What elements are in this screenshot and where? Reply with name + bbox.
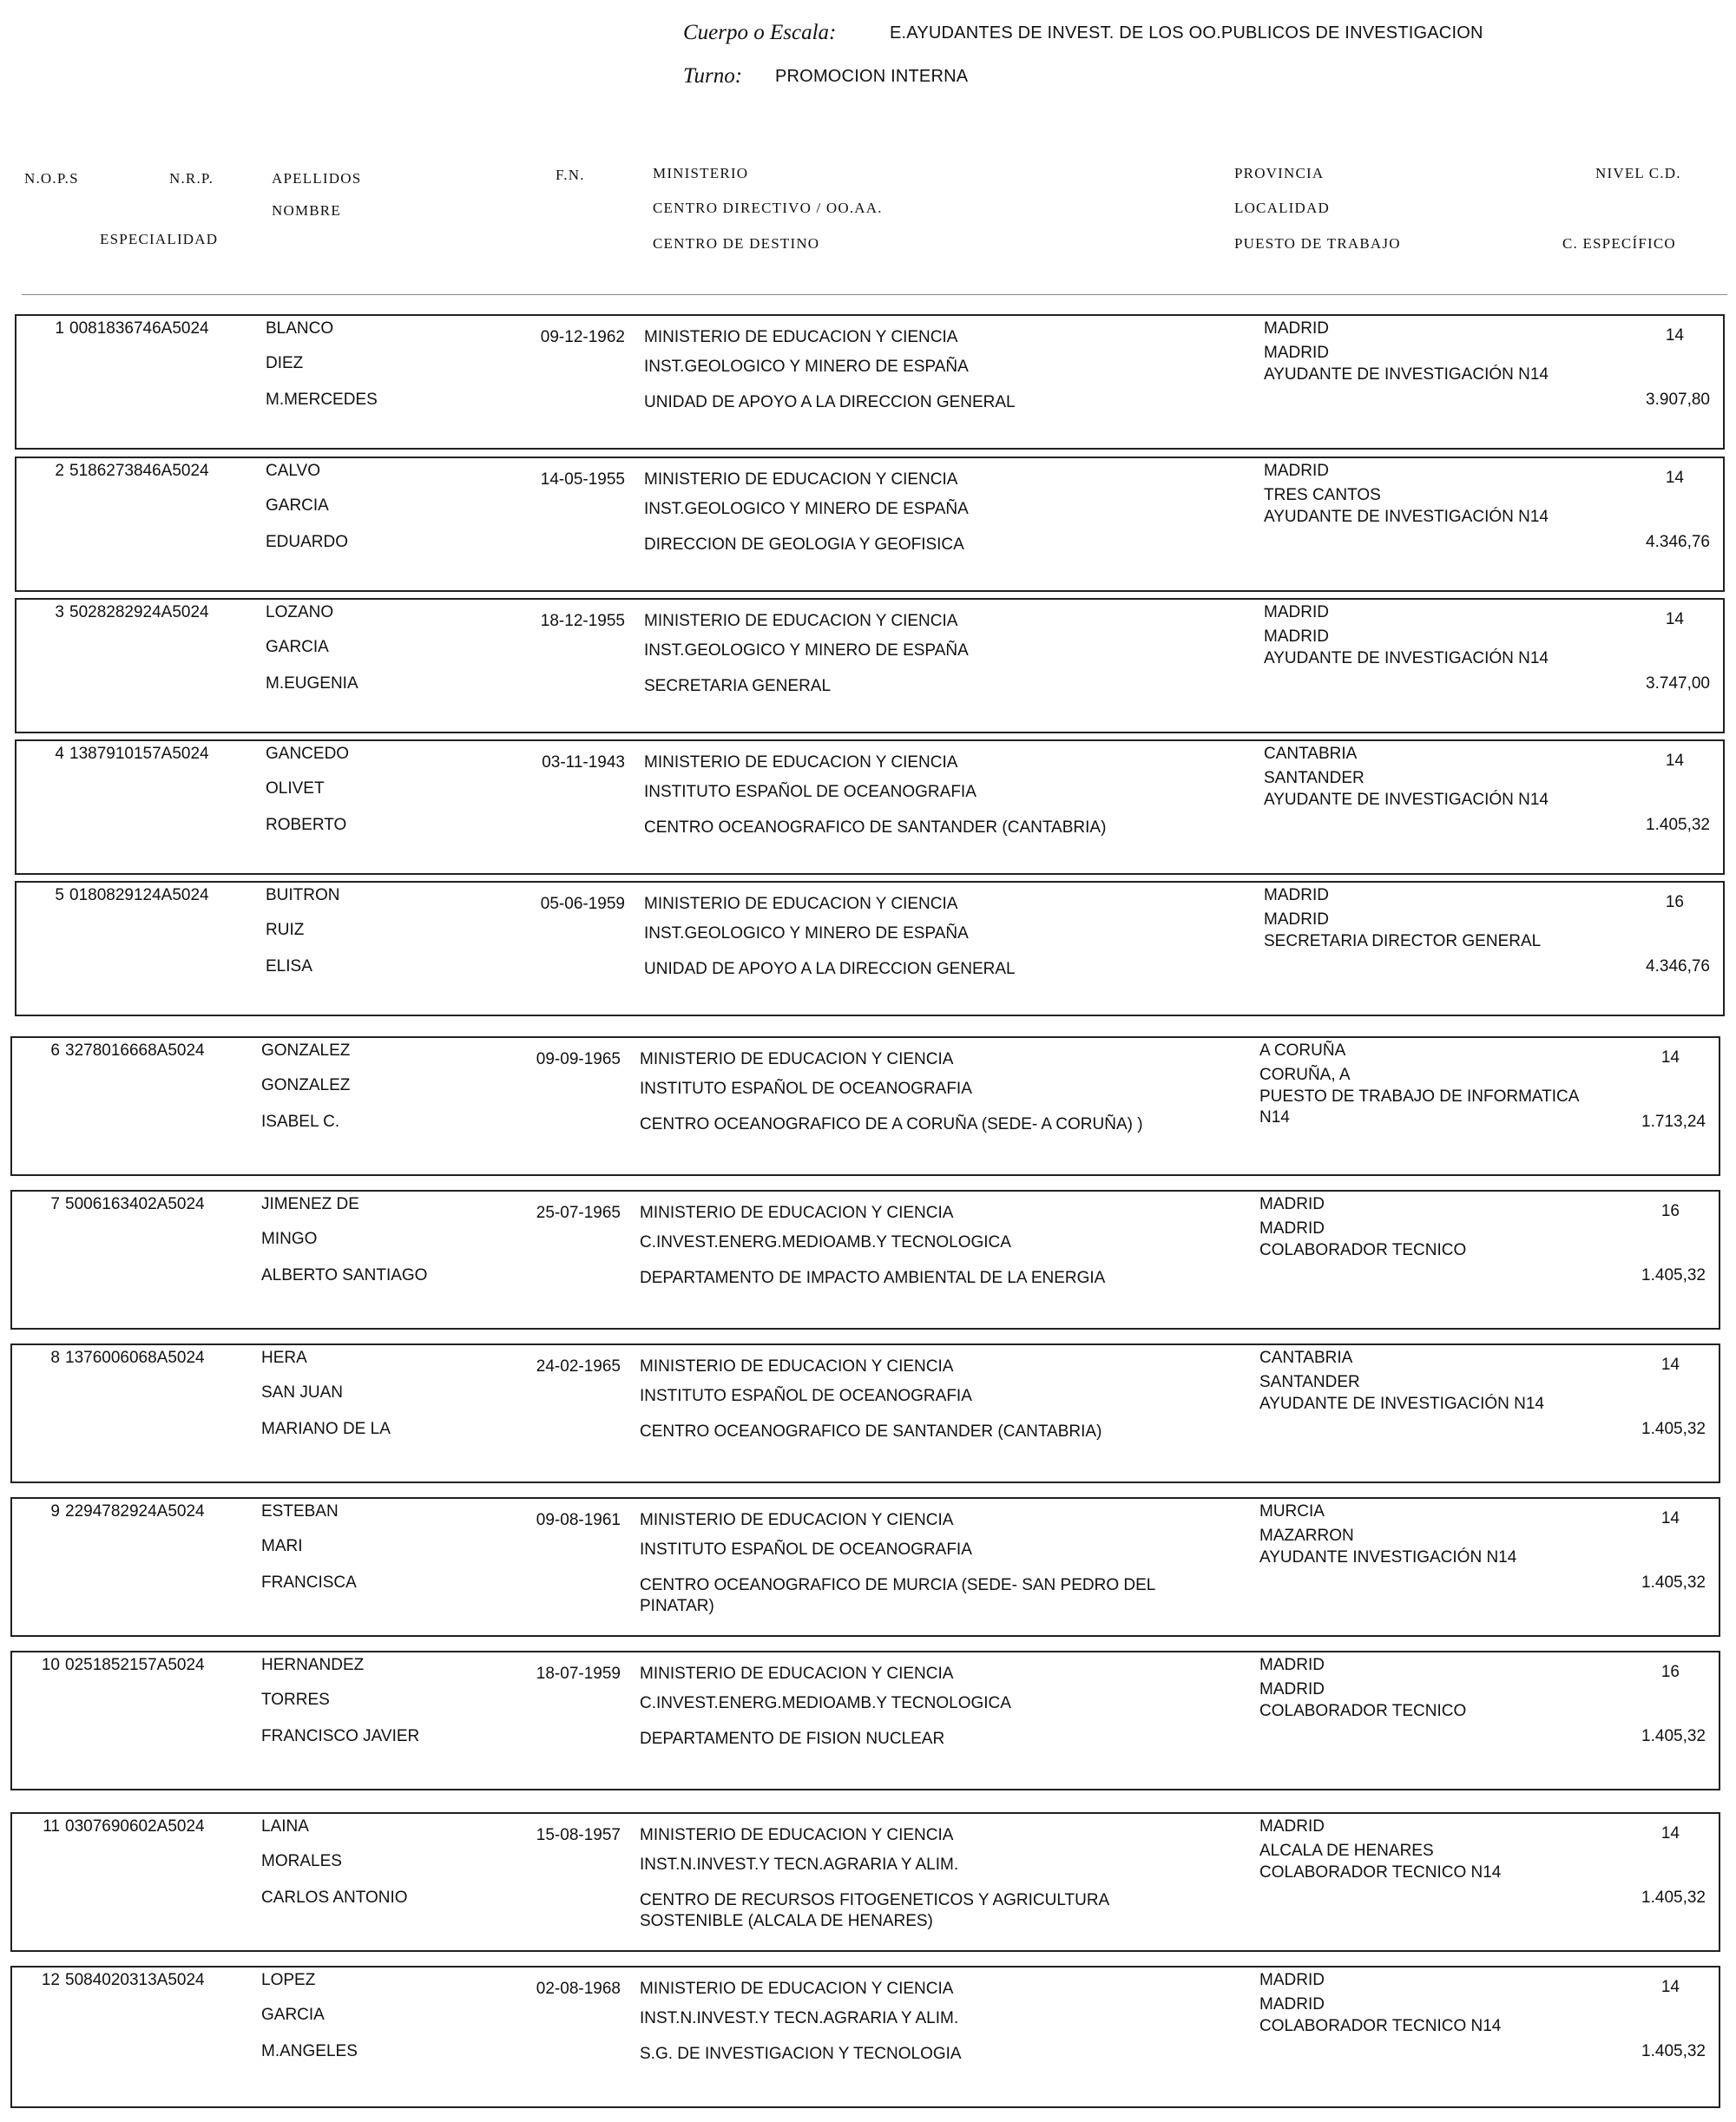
record-fecha-nacimiento: 09-12-1962 <box>540 328 625 346</box>
record-nombre: ELISA <box>266 957 312 976</box>
record-number: 5 <box>55 886 64 904</box>
record-puesto: AYUDANTE DE INVESTIGACIÓN N14 <box>1264 791 1549 809</box>
col-especifico: C. ESPECÍFICO <box>1562 235 1676 252</box>
record-nrp: 5084020313A5024 <box>65 1971 205 1989</box>
record-fecha-nacimiento: 18-12-1955 <box>540 612 625 630</box>
record-nombre: FRANCISCO JAVIER <box>261 1727 420 1745</box>
record-localidad: TRES CANTOS <box>1264 486 1381 504</box>
record-provincia: MADRID <box>1264 319 1329 338</box>
record-number: 8 <box>50 1349 60 1367</box>
record-especifico: 1.405,32 <box>1641 2042 1706 2060</box>
record-apellido-1: ESTEBAN <box>261 1502 339 1521</box>
record-especifico: 3.907,80 <box>1646 391 1710 409</box>
record-centro-directivo: C.INVEST.ENERG.MEDIOAMB.Y TECNOLOGICA <box>640 1694 1011 1712</box>
record-ministerio: MINISTERIO DE EDUCACION Y CIENCIA <box>644 612 958 630</box>
record-apellido-1: LAINA <box>261 1817 309 1836</box>
record-especifico: 3.747,00 <box>1646 674 1710 693</box>
record-ministerio: MINISTERIO DE EDUCACION Y CIENCIA <box>640 1357 954 1376</box>
record-nivel: 14 <box>1660 1356 1680 1374</box>
record-ministerio: MINISTERIO DE EDUCACION Y CIENCIA <box>640 1204 954 1222</box>
record-ministerio: MINISTERIO DE EDUCACION Y CIENCIA <box>644 470 958 489</box>
record-centro-directivo: INST.N.INVEST.Y TECN.AGRARIA Y ALIM. <box>640 2009 959 2027</box>
record-nombre: ISABEL C. <box>261 1113 340 1131</box>
col-provincia: PROVINCIA <box>1234 165 1325 181</box>
record-fecha-nacimiento: 15-08-1957 <box>536 1826 621 1844</box>
record-nrp: 5006163402A5024 <box>65 1195 205 1213</box>
record-especifico: 1.405,32 <box>1646 816 1710 834</box>
record-especifico: 1.405,32 <box>1641 1266 1706 1284</box>
record-centro-destino: UNIDAD DE APOYO A LA DIRECCION GENERAL <box>644 960 1016 978</box>
record-apellido-2: TORRES <box>261 1691 330 1709</box>
record-puesto: AYUDANTE INVESTIGACIÓN N14 <box>1259 1548 1517 1567</box>
cuerpo-value: E.AYUDANTES DE INVEST. DE LOS OO.PUBLICOS DE INVESTIGACION <box>890 23 1483 43</box>
record-puesto: AYUDANTE DE INVESTIGACIÓN N14 <box>1264 365 1549 384</box>
record-number: 7 <box>50 1195 60 1213</box>
record-ministerio: MINISTERIO DE EDUCACION Y CIENCIA <box>640 1826 954 1844</box>
turno-label: Turno: <box>683 64 743 88</box>
cuerpo-label: Cuerpo o Escala: <box>683 21 837 44</box>
record-number: 1 <box>55 319 64 338</box>
record-centro-directivo: INST.GEOLOGICO Y MINERO DE ESPAÑA <box>644 924 969 943</box>
record-nivel: 14 <box>1665 752 1684 770</box>
record-apellido-1: GONZALEZ <box>261 1041 351 1060</box>
record-apellido-1: BLANCO <box>266 319 334 338</box>
record-puesto: COLABORADOR TECNICO <box>1259 1702 1467 1720</box>
col-nops: N.O.P.S <box>24 170 79 187</box>
record-localidad: MADRID <box>1259 1680 1325 1698</box>
record-centro-directivo: INSTITUTO ESPAÑOL DE OCEANOGRAFIA <box>640 1387 972 1405</box>
col-localidad: LOCALIDAD <box>1234 200 1330 216</box>
col-nombre: NOMBRE <box>272 202 341 219</box>
record-nrp: 1387910157A5024 <box>69 745 209 763</box>
record-especifico: 1.713,24 <box>1641 1113 1706 1131</box>
record-apellido-2: GARCIA <box>266 496 329 515</box>
record-provincia: A CORUÑA <box>1259 1041 1346 1060</box>
turno-value: PROMOCION INTERNA <box>775 67 969 86</box>
record-provincia: MADRID <box>1264 886 1329 904</box>
record-especifico: 4.346,76 <box>1646 957 1710 976</box>
record-nrp: 0081836746A5024 <box>69 319 209 338</box>
record-ministerio: MINISTERIO DE EDUCACION Y CIENCIA <box>644 328 958 346</box>
document-header <box>0 0 1736 295</box>
record-nombre: ALBERTO SANTIAGO <box>261 1266 428 1284</box>
col-nivel: NIVEL C.D. <box>1595 165 1681 181</box>
record-centro-destino: DEPARTAMENTO DE IMPACTO AMBIENTAL DE LA ENERGIA <box>640 1269 1106 1287</box>
record-nrp: 5186273846A5024 <box>69 462 209 480</box>
record-provincia: MADRID <box>1264 462 1329 480</box>
record-nivel: 14 <box>1660 1978 1680 1996</box>
record-centro-destino: SECRETARIA GENERAL <box>644 677 832 695</box>
record-ministerio: MINISTERIO DE EDUCACION Y CIENCIA <box>640 1511 954 1529</box>
record-centro-destino: UNIDAD DE APOYO A LA DIRECCION GENERAL <box>644 393 1016 411</box>
record-especifico: 1.405,32 <box>1641 1420 1706 1438</box>
record-fecha-nacimiento: 09-08-1961 <box>536 1511 621 1529</box>
record-localidad: SANTANDER <box>1264 769 1364 787</box>
record-centro-destino: CENTRO OCEANOGRAFICO DE SANTANDER (CANTABRIA) <box>640 1422 1102 1441</box>
record-apellido-2: OLIVET <box>266 779 325 798</box>
record-nombre: CARLOS ANTONIO <box>261 1889 408 1907</box>
col-puesto: PUESTO DE TRABAJO <box>1234 235 1401 252</box>
record-provincia: MADRID <box>1264 603 1329 621</box>
record-localidad: MAZARRON <box>1259 1527 1354 1545</box>
record-apellido-2: SAN JUAN <box>261 1383 343 1402</box>
record-puesto: COLABORADOR TECNICO N14 <box>1259 2017 1502 2035</box>
record-fecha-nacimiento: 24-02-1965 <box>536 1357 621 1376</box>
record-nivel: 16 <box>1660 1202 1680 1220</box>
record-provincia: CANTABRIA <box>1264 745 1358 763</box>
record-apellido-2: GARCIA <box>266 638 329 656</box>
header-rule <box>22 294 1727 295</box>
record-nombre: FRANCISCA <box>261 1573 357 1592</box>
record-number: 3 <box>55 603 64 621</box>
record-localidad: MADRID <box>1264 344 1329 362</box>
record-centro-directivo: INST.N.INVEST.Y TECN.AGRARIA Y ALIM. <box>640 1856 959 1874</box>
record-number: 12 <box>41 1971 60 1989</box>
record-centro-directivo: INSTITUTO ESPAÑOL DE OCEANOGRAFIA <box>644 783 976 801</box>
record-localidad: CORUÑA, A <box>1259 1066 1351 1084</box>
record-number: 2 <box>55 462 64 480</box>
record-localidad: MADRID <box>1264 910 1329 929</box>
record-apellido-1: HERA <box>261 1349 307 1367</box>
record-nombre: M.ANGELES <box>261 2042 358 2060</box>
record-puesto: AYUDANTE DE INVESTIGACIÓN N14 <box>1264 649 1549 667</box>
record-nrp: 1376006068A5024 <box>65 1349 205 1367</box>
record-puesto: COLABORADOR TECNICO N14 <box>1259 1863 1502 1882</box>
record-centro-directivo: INST.GEOLOGICO Y MINERO DE ESPAÑA <box>644 358 969 376</box>
record-centro-directivo: INST.GEOLOGICO Y MINERO DE ESPAÑA <box>644 641 969 660</box>
record-nrp: 0307690602A5024 <box>65 1817 205 1836</box>
record-apellido-2: RUIZ <box>266 921 305 939</box>
record-nivel: 16 <box>1665 893 1684 911</box>
record-ministerio: MINISTERIO DE EDUCACION Y CIENCIA <box>644 753 958 772</box>
record-fecha-nacimiento: 18-07-1959 <box>536 1665 621 1683</box>
col-apellidos: APELLIDOS <box>272 170 362 187</box>
record-centro-directivo: INSTITUTO ESPAÑOL DE OCEANOGRAFIA <box>640 1541 972 1559</box>
record-centro-directivo: INST.GEOLOGICO Y MINERO DE ESPAÑA <box>644 500 969 518</box>
record-provincia: MADRID <box>1259 1195 1325 1213</box>
record-nivel: 14 <box>1665 326 1684 345</box>
record-fecha-nacimiento: 25-07-1965 <box>536 1204 621 1222</box>
record-centro-destino: DIRECCION DE GEOLOGIA Y GEOFISICA <box>644 535 964 554</box>
record-nrp: 3278016668A5024 <box>65 1041 205 1060</box>
record-centro-destino: CENTRO OCEANOGRAFICO DE MURCIA (SEDE- SAN PEDRO DEL PINATAR) <box>640 1576 1155 1615</box>
record-ministerio: MINISTERIO DE EDUCACION Y CIENCIA <box>644 895 958 913</box>
record-localidad: ALCALA DE HENARES <box>1259 1842 1434 1860</box>
record-ministerio: MINISTERIO DE EDUCACION Y CIENCIA <box>640 1665 954 1683</box>
record-number: 11 <box>43 1817 60 1836</box>
record-number: 4 <box>55 745 64 763</box>
record-number: 6 <box>50 1041 60 1060</box>
record-puesto: PUESTO DE TRABAJO DE INFORMATICA N14 <box>1259 1087 1579 1127</box>
record-localidad: MADRID <box>1264 627 1329 646</box>
record-fecha-nacimiento: 03-11-1943 <box>542 753 625 772</box>
record-nombre: EDUARDO <box>266 533 349 551</box>
col-ministerio: MINISTERIO <box>653 165 749 181</box>
record-nrp: 0251852157A5024 <box>65 1656 205 1674</box>
record-nivel: 14 <box>1665 469 1684 487</box>
record-number: 10 <box>41 1656 60 1674</box>
record-apellido-1: BUITRON <box>266 886 340 904</box>
record-number: 9 <box>50 1502 60 1521</box>
record-provincia: MURCIA <box>1259 1502 1325 1521</box>
record-fecha-nacimiento: 09-09-1965 <box>536 1050 621 1068</box>
record-puesto: AYUDANTE DE INVESTIGACIÓN N14 <box>1259 1395 1544 1413</box>
record-apellido-1: CALVO <box>266 462 321 480</box>
record-apellido-1: LOZANO <box>266 603 334 621</box>
record-puesto: SECRETARIA DIRECTOR GENERAL <box>1264 932 1542 950</box>
record-apellido-1: JIMENEZ DE <box>261 1195 359 1213</box>
record-nivel: 14 <box>1665 610 1684 628</box>
col-nrp: N.R.P. <box>169 170 214 187</box>
record-centro-destino: CENTRO OCEANOGRAFICO DE A CORUÑA (SEDE- A CORUÑA) ) <box>640 1115 1143 1133</box>
record-nombre: ROBERTO <box>266 816 347 834</box>
record-apellido-2: GONZALEZ <box>261 1076 351 1094</box>
record-apellido-2: DIEZ <box>266 354 304 372</box>
record-puesto: COLABORADOR TECNICO <box>1259 1241 1467 1259</box>
record-especifico: 1.405,32 <box>1641 1573 1706 1592</box>
record-localidad: MADRID <box>1259 1219 1325 1238</box>
record-centro-destino: DEPARTAMENTO DE FISION NUCLEAR <box>640 1730 945 1748</box>
record-especifico: 1.405,32 <box>1641 1727 1706 1745</box>
record-apellido-2: GARCIA <box>261 2006 325 2024</box>
record-nombre: M.MERCEDES <box>266 391 378 409</box>
record-ministerio: MINISTERIO DE EDUCACION Y CIENCIA <box>640 1050 954 1068</box>
record-fecha-nacimiento: 05-06-1959 <box>540 895 625 913</box>
record-apellido-2: MINGO <box>261 1230 318 1248</box>
record-apellido-1: LOPEZ <box>261 1971 316 1989</box>
record-apellido-1: GANCEDO <box>266 745 350 763</box>
record-centro-destino: CENTRO DE RECURSOS FITOGENETICOS Y AGRICULTURA SOSTENIBLE (ALCALA DE HENARES) <box>640 1891 1109 1930</box>
col-especialidad: ESPECIALIDAD <box>100 231 219 247</box>
record-especifico: 1.405,32 <box>1641 1889 1706 1907</box>
record-fecha-nacimiento: 14-05-1955 <box>540 470 625 489</box>
record-centro-destino: S.G. DE INVESTIGACION Y TECNOLOGIA <box>640 2045 962 2063</box>
record-nrp: 2294782924A5024 <box>65 1502 205 1521</box>
record-apellido-1: HERNANDEZ <box>261 1656 365 1674</box>
record-ministerio: MINISTERIO DE EDUCACION Y CIENCIA <box>640 1980 954 1998</box>
record-nrp: 0180829124A5024 <box>69 886 209 904</box>
record-localidad: SANTANDER <box>1259 1373 1360 1391</box>
record-nivel: 14 <box>1660 1824 1680 1843</box>
record-provincia: MADRID <box>1259 1971 1325 1989</box>
record-localidad: MADRID <box>1259 1995 1325 2014</box>
record-centro-directivo: C.INVEST.ENERG.MEDIOAMB.Y TECNOLOGICA <box>640 1233 1011 1252</box>
record-fecha-nacimiento: 02-08-1968 <box>536 1980 621 1998</box>
record-nrp: 5028282924A5024 <box>69 603 209 621</box>
record-nombre: M.EUGENIA <box>266 674 358 693</box>
col-fn: F.N. <box>556 167 585 183</box>
record-provincia: MADRID <box>1259 1656 1325 1674</box>
record-nombre: MARIANO DE LA <box>261 1420 391 1438</box>
record-provincia: CANTABRIA <box>1259 1349 1353 1367</box>
record-provincia: MADRID <box>1259 1817 1325 1836</box>
record-nivel: 16 <box>1660 1663 1680 1681</box>
record-nivel: 14 <box>1660 1048 1680 1067</box>
record-especifico: 4.346,76 <box>1646 533 1710 551</box>
record-puesto: AYUDANTE DE INVESTIGACIÓN N14 <box>1264 508 1549 526</box>
record-apellido-2: MORALES <box>261 1852 342 1870</box>
col-centro-directivo: CENTRO DIRECTIVO / OO.AA. <box>653 200 883 216</box>
record-apellido-2: MARI <box>261 1537 303 1555</box>
col-centro-destino: CENTRO DE DESTINO <box>653 235 820 252</box>
record-centro-destino: CENTRO OCEANOGRAFICO DE SANTANDER (CANTABRIA) <box>644 818 1107 837</box>
record-nivel: 14 <box>1660 1509 1680 1527</box>
record-centro-directivo: INSTITUTO ESPAÑOL DE OCEANOGRAFIA <box>640 1080 972 1098</box>
